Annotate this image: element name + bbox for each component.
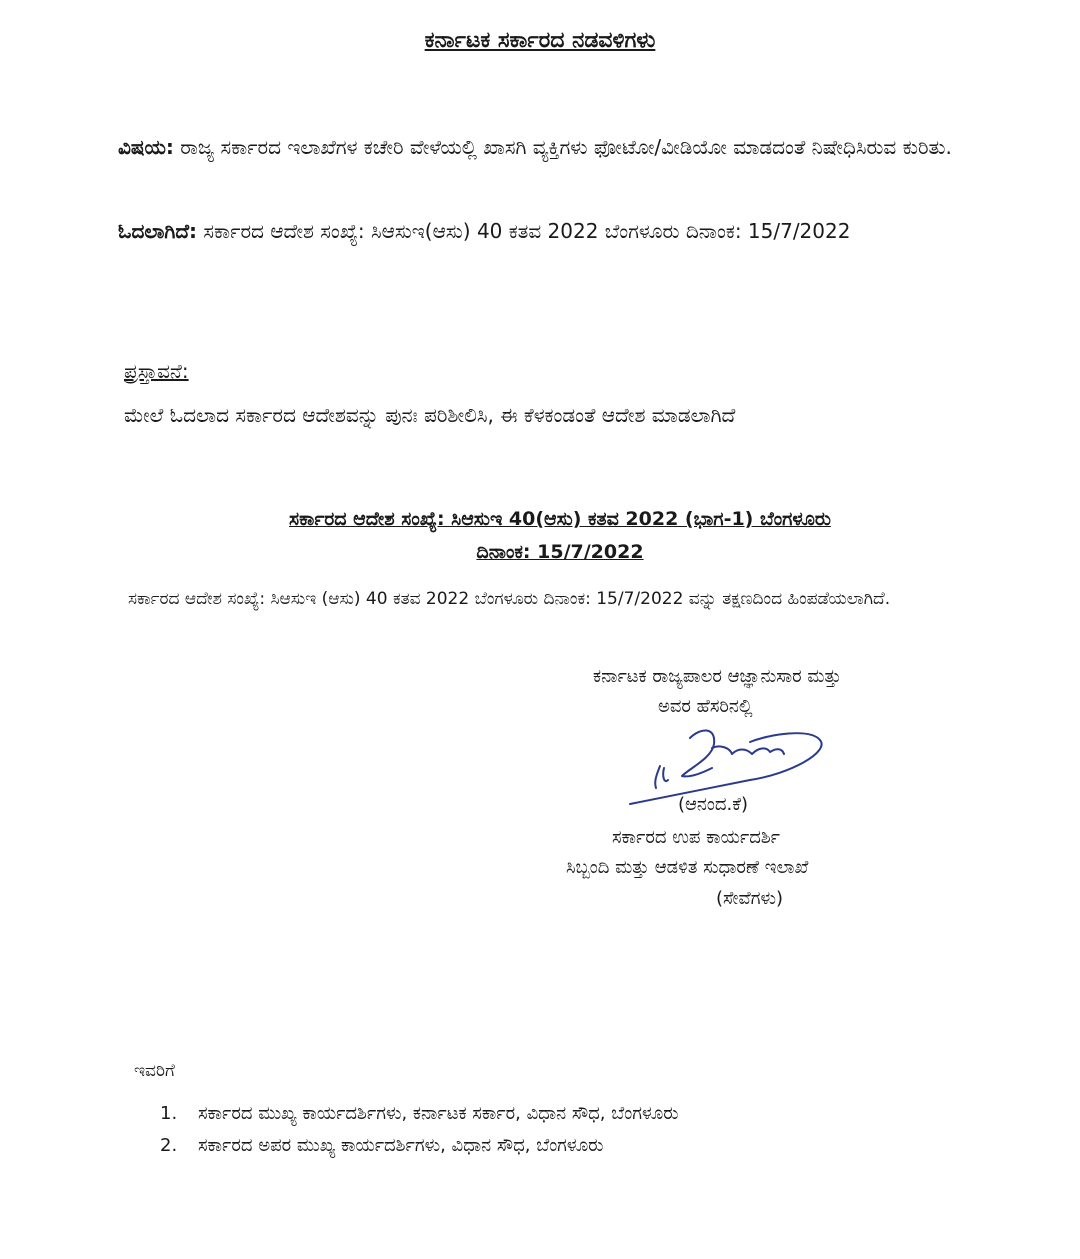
reference-label: ಓದಲಾಗಿದೆ: bbox=[118, 219, 198, 243]
authority-line2: ಅವರ ಹೆಸರಿನಲ್ಲಿ bbox=[658, 696, 753, 717]
subject-paragraph bbox=[118, 128, 998, 166]
list-item bbox=[160, 1098, 678, 1130]
signatory-section: (ಸೇವೆಗಳು) bbox=[716, 888, 784, 909]
authority-line1: ಕರ್ನಾಟಕ ರಾಜ್ಯಪಾಲರ ಆಜ್ಞಾನುಸಾರ ಮತ್ತು bbox=[593, 666, 842, 687]
list-item-text: ಸರ್ಕಾರದ ಅಪರ ಮುಖ್ಯ ಕಾರ್ಯದರ್ಶಿಗಳು, ವಿಧಾನ ಸೌಧ, ಬೆಂಗಳೂರು bbox=[198, 1135, 604, 1156]
order-body: ಸರ್ಕಾರದ ಆದೇಶ ಸಂಖ್ಯೆ: ಸಿಆಸುಇ (ಆಸು) 40 ಕತವ 2022 ಬೆಂಗಳೂರು ದಿನಾಂಕ: 15/7/2022 ವನ್ನು ತಕ್ಷಣದಿಂದ ಹಿಂಪಡೆಯಲಾಗಿದೆ. bbox=[128, 589, 891, 609]
recipients-label: ಇವರಿಗೆ bbox=[134, 1061, 175, 1081]
preamble-label bbox=[124, 352, 1004, 390]
signatory-name: (ಆನಂದ.ಕೆ) bbox=[678, 794, 749, 815]
preamble-text: ಮೇಲೆ ಓದಲಾದ ಸರ್ಕಾರದ ಆದೇಶವನ್ನು ಪುನಃ ಪರಿಶೀಲಿಸಿ, ಈ ಕೆಳಕಂಡಂತೆ ಆದೇಶ ಮಾಡಲಾಗಿದೆ bbox=[124, 403, 736, 427]
list-item-number: 1. bbox=[160, 1103, 178, 1124]
list-item-number: 2. bbox=[160, 1135, 178, 1156]
reference-paragraph bbox=[118, 212, 998, 250]
signatory-designation: ಸರ್ಕಾರದ ಉಪ ಕಾರ್ಯದರ್ಶಿ bbox=[612, 827, 781, 848]
document-title: ಕರ್ನಾಟಕ ಸರ್ಕಾರದ ನಡವಳಿಗಳು bbox=[424, 28, 656, 53]
subject-label: ವಿಷಯ: bbox=[118, 135, 174, 159]
list-item-text: ಸರ್ಕಾರದ ಮುಖ್ಯ ಕಾರ್ಯದರ್ಶಿಗಳು, ಕರ್ನಾಟಕ ಸರ್ಕಾರ, ವಿಧಾನ ಸೌಧ, ಬೆಂಗಳೂರು bbox=[198, 1103, 679, 1124]
order-heading-line1: ಸರ್ಕಾರದ ಆದೇಶ ಸಂಖ್ಯೆ: ಸಿಆಸುಇ 40(ಆಸು) ಕತವ 2022 (ಭಾಗ-1) ಬೆಂಗಳೂರು bbox=[289, 508, 831, 530]
order-heading bbox=[120, 503, 1000, 569]
recipients-list bbox=[160, 1098, 678, 1162]
preamble-label-text: ಪ್ರಸ್ತಾವನೆ: bbox=[124, 359, 189, 383]
signatory-department: ಸಿಬ್ಬಂದಿ ಮತ್ತು ಆಡಳಿತ ಸುಧಾರಣೆ ಇಲಾಖೆ bbox=[566, 857, 809, 878]
reference-text: ಸರ್ಕಾರದ ಆದೇಶ ಸಂಖ್ಯೆ: ಸಿಆಸುಇ(ಆಸು) 40 ಕತವ 2022 ಬೆಂಗಳೂರು ದಿನಾಂಕ: 15/7/2022 bbox=[197, 219, 851, 243]
subject-text: ರಾಜ್ಯ ಸರ್ಕಾರದ ಇಲಾಖೆಗಳ ಕಚೇರಿ ವೇಳೆಯಲ್ಲಿ ಖಾಸಗಿ ವ್ಯಕ್ತಿಗಳು ಫೋಟೋ/ವೀಡಿಯೋ ಮಾಡದಂತೆ ನಿಷೇಧಿಸಿರುವ ಕುರಿತು. bbox=[173, 135, 952, 159]
list-item bbox=[160, 1130, 678, 1162]
order-heading-line2: ದಿನಾಂಕ: 15/7/2022 bbox=[476, 541, 644, 563]
